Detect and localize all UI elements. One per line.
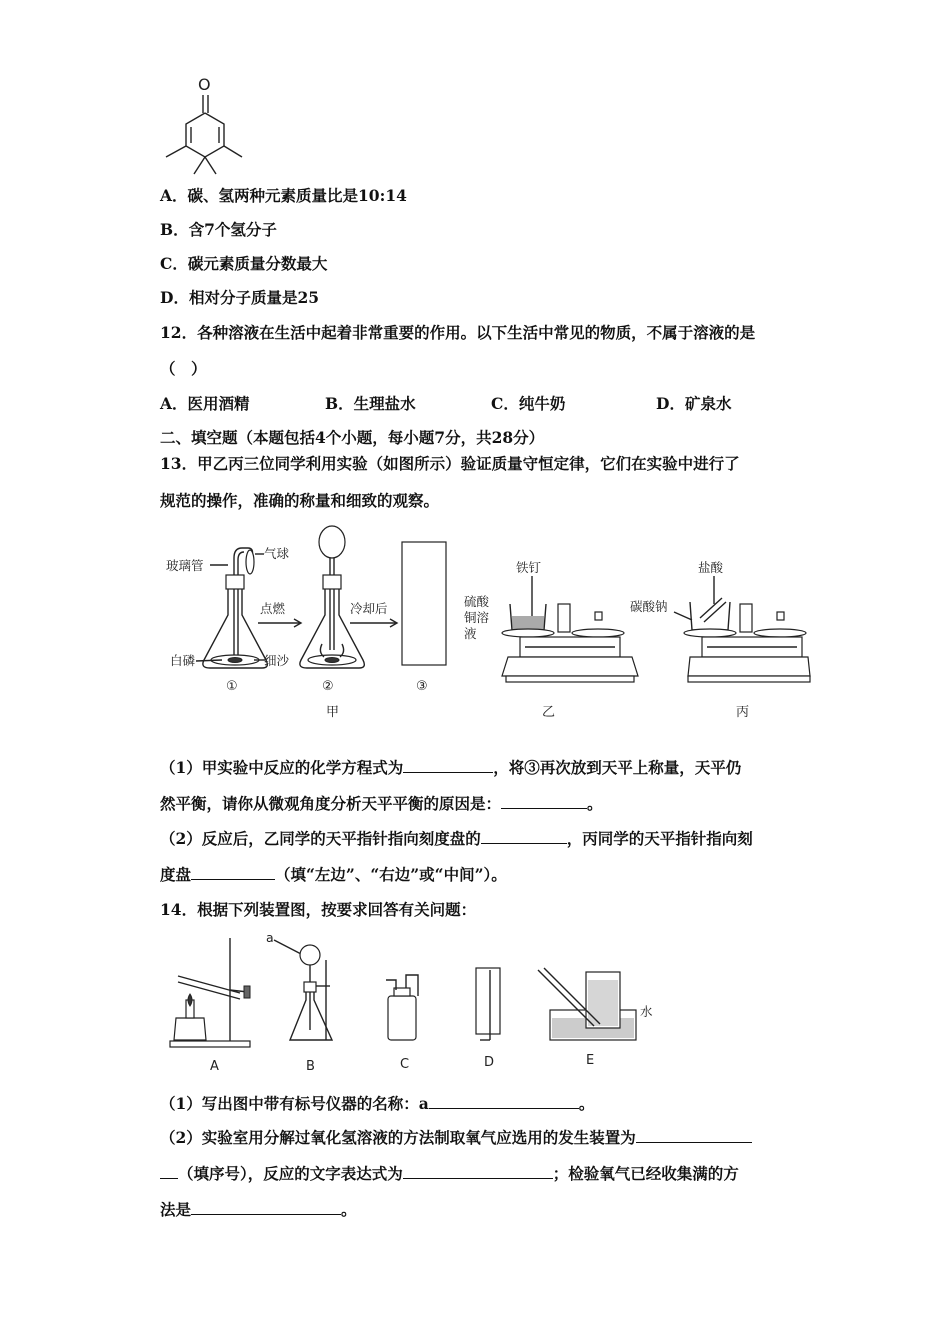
label-white-phosphorus: 白磷 <box>170 653 196 668</box>
label-E: E <box>586 1053 595 1068</box>
q12-stem: 12．各种溶液在生活中起着非常重要的作用。以下生活中常见的物质，不属于溶液的是 <box>160 323 756 342</box>
q12-paren: （ ） <box>160 359 207 378</box>
blank-equation[interactable] <box>403 772 493 773</box>
label-jia: 甲 <box>326 705 340 720</box>
q14-p1-b: 。 <box>578 1094 595 1113</box>
q13-p2-a: （2）反应后，乙同学的天平指针指向刻度盘的 <box>160 829 481 848</box>
q14-part2-line1 <box>160 1128 752 1148</box>
label-n2: ② <box>322 679 334 694</box>
label-cuso4-1: 硫酸 <box>464 594 490 609</box>
q14-p2-a: （2）实验室用分解过氧化氢溶液的方法制取氧气应选用的发生装置为 <box>160 1128 636 1147</box>
blank-instrument-a[interactable] <box>429 1108 579 1109</box>
q13-part2-line2 <box>160 865 507 885</box>
q14-part1 <box>160 1094 594 1114</box>
label-yi: 乙 <box>542 705 556 720</box>
section-title: 二、填空题（本题包括4个小题，每小题7分，共28分） <box>160 428 545 447</box>
q12-option-b: B．生理盐水 <box>325 394 416 413</box>
label-balloon: 气球 <box>264 546 290 561</box>
q13-p1-a: （1）甲实验中反应的化学方程式为 <box>160 758 404 777</box>
label-na2co3: 碳酸钠 <box>630 599 668 614</box>
blank-reason[interactable] <box>501 808 587 809</box>
q12-option-d: D．矿泉水 <box>656 394 732 413</box>
oxygen-label: O <box>198 75 211 94</box>
q11-option-a: A．碳、氢两种元素质量比是10:14 <box>160 186 407 205</box>
blank-test-method[interactable] <box>191 1214 341 1215</box>
label-bing: 丙 <box>736 705 750 720</box>
flask-1 <box>166 546 290 694</box>
q11-option-c: C．碳元素质量分数最大 <box>160 254 328 273</box>
q14-p2-b: （填序号），反应的文字表达式为 <box>178 1164 403 1183</box>
label-n3: ③ <box>416 679 428 694</box>
molecule-structure <box>150 70 260 185</box>
blank-device-1[interactable] <box>636 1142 752 1143</box>
label-a: a <box>266 930 274 945</box>
q12-option-a: A．医用酒精 <box>160 394 250 413</box>
label-sand: 细沙 <box>264 653 290 668</box>
blank-device-2[interactable] <box>160 1178 178 1179</box>
q13-p1-c: 然平衡，请你从微观角度分析天平平衡的原因是： <box>160 794 502 813</box>
apparatus-b <box>266 930 332 1074</box>
q11-option-d: D．相对分子质量是25 <box>160 288 320 307</box>
q14-p2-c: ；检验氧气已经收集满的方 <box>552 1164 739 1183</box>
q13-part1-line1 <box>160 758 741 778</box>
apparatus-c <box>386 975 418 1072</box>
q14-figure <box>160 930 670 1075</box>
q13-p2-c: 度盘 <box>160 865 192 884</box>
q13-stem-2: 规范的操作，准确的称量和细致的观察。 <box>160 491 440 510</box>
label-cuso4-2: 铜溶 <box>464 610 490 625</box>
q13-p1-d: 。 <box>587 794 603 813</box>
q14-p1-a: （1）写出图中带有标号仪器的名称：a <box>160 1094 429 1113</box>
label-nail: 铁钉 <box>516 560 542 575</box>
label-D: D <box>484 1055 495 1070</box>
label-n1: ① <box>226 679 238 694</box>
label-B: B <box>306 1059 315 1074</box>
apparatus-a <box>170 938 250 1074</box>
label-glass-tube: 玻璃管 <box>166 558 204 573</box>
label-cuso4-3: 液 <box>464 626 477 641</box>
q14-p2-e: 。 <box>341 1200 357 1219</box>
balance-bing <box>630 560 810 720</box>
blank-bing-pointer[interactable] <box>191 879 275 880</box>
q14-part2-line2 <box>160 1164 739 1184</box>
q13-part1-line2 <box>160 794 603 814</box>
blank-expression[interactable] <box>403 1178 553 1179</box>
q13-p2-d: （填“左边”、“右边”或“中间”）。 <box>275 865 507 884</box>
label-ignite: 点燃 <box>260 601 286 616</box>
q11-option-b: B．含7个氢分子 <box>160 220 277 239</box>
q14-part2-line3 <box>160 1200 357 1220</box>
q13-stem-1: 13．甲乙丙三位同学利用实验（如图所示）验证质量守恒定律，它们在实验中进行了 <box>160 454 740 473</box>
q12-option-c: C．纯牛奶 <box>491 394 566 413</box>
q13-figure <box>160 520 810 725</box>
q13-p2-b: ，丙同学的天平指针指向刻 <box>566 829 753 848</box>
label-A: A <box>210 1059 219 1074</box>
balance-yi <box>464 560 638 720</box>
q14-p2-d: 法是 <box>160 1200 192 1219</box>
apparatus-d <box>476 968 500 1070</box>
label-after-cool: 冷却后 <box>350 601 388 616</box>
q13-part2-line1 <box>160 829 753 849</box>
blank-yi-pointer[interactable] <box>481 843 567 844</box>
label-hcl: 盐酸 <box>698 560 724 575</box>
q14-stem: 14．根据下列装置图，按要求回答有关问题： <box>160 900 477 919</box>
label-water: 水 <box>640 1004 653 1019</box>
box-3 <box>402 542 446 665</box>
q13-p1-b: ，将③再次放到天平上称量，天平仍 <box>493 758 742 777</box>
apparatus-e <box>538 968 653 1068</box>
label-C: C <box>400 1057 410 1072</box>
